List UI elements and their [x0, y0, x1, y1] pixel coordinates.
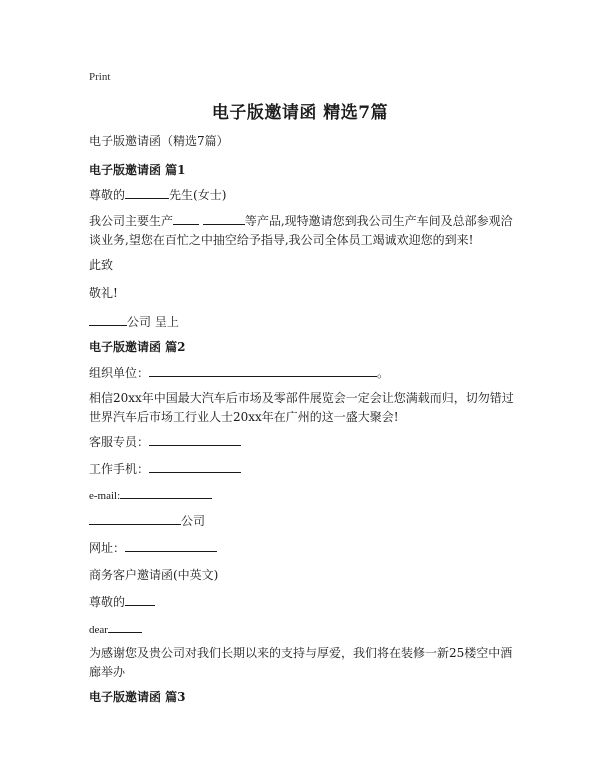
- document-title: 电子版邀请函 精选7篇: [211, 103, 389, 123]
- website-line: [89, 539, 217, 557]
- website-blank: [125, 540, 217, 552]
- signature-text: 公司 呈上: [127, 315, 179, 329]
- org-blank: [149, 365, 377, 377]
- email-label: e-mail:: [89, 490, 121, 502]
- org-line: [89, 364, 389, 382]
- service-blank: [149, 434, 241, 446]
- email-blank: [120, 487, 212, 499]
- company-line: [89, 512, 205, 530]
- service-label: 客服专员：: [89, 435, 150, 449]
- closing-line-1: 此致: [89, 258, 114, 272]
- print-label: Print: [89, 71, 111, 83]
- closing-line-2: 敬礼!: [89, 286, 118, 300]
- phone-line: [89, 460, 241, 478]
- email-line: [89, 487, 212, 505]
- phone-label: 工作手机：: [89, 462, 150, 476]
- company-name-blank: [89, 513, 181, 525]
- dear-line: [89, 621, 142, 639]
- dear-label: dear: [89, 624, 108, 636]
- dear-blank: [108, 621, 142, 633]
- section-1-heading: 电子版邀请函 篇1: [89, 163, 186, 177]
- business-invitation-subtitle: 商务客户邀请函(中英文): [89, 568, 219, 582]
- company-suffix: 公司: [181, 514, 206, 528]
- section-1-body: [89, 212, 517, 250]
- org-label: 组织单位：: [89, 366, 150, 380]
- section-2-heading: 电子版邀请函 篇2: [89, 340, 186, 354]
- name-blank: [125, 187, 169, 199]
- product-blank-2: [203, 213, 245, 225]
- signature-line: [89, 313, 179, 331]
- respect-label: 尊敬的: [89, 595, 126, 609]
- org-end: 。: [377, 366, 390, 380]
- product-blank-1: [173, 213, 199, 225]
- greeting-prefix: 尊敬的: [89, 188, 126, 202]
- company-blank: [89, 314, 127, 326]
- body-part1: 我公司主要生产: [89, 214, 174, 228]
- phone-blank: [149, 461, 241, 473]
- service-line: [89, 433, 241, 451]
- section-1-greeting: [89, 186, 226, 204]
- respect-line: [89, 593, 155, 611]
- body-part2: 等产品,现特邀请您到我公司生产车间及总部参观洽谈业务,望您在百忙之中抽空给予指导,我公司全体员工竭诚欢迎您的到来!: [89, 214, 513, 247]
- website-label: 网址：: [89, 541, 126, 555]
- section-3-heading: 电子版邀请函 篇3: [89, 690, 186, 704]
- section-2-body: 相信20xx年中国最大汽车后市场及零部件展览会一定会让您满载而归，切勿错过世界汽车后市场工行业人士20xx年在广州的这一盛大聚会!: [89, 391, 514, 424]
- intro-line: 电子版邀请函（精选7篇）: [89, 134, 229, 148]
- respect-blank: [125, 594, 155, 606]
- section-2-closing-body: 为感谢您及贵公司对我们长期以来的支持与厚爱，我们将在装修一新25楼空中酒廊举办: [89, 646, 513, 679]
- greeting-suffix: 先生(女士): [169, 188, 227, 202]
